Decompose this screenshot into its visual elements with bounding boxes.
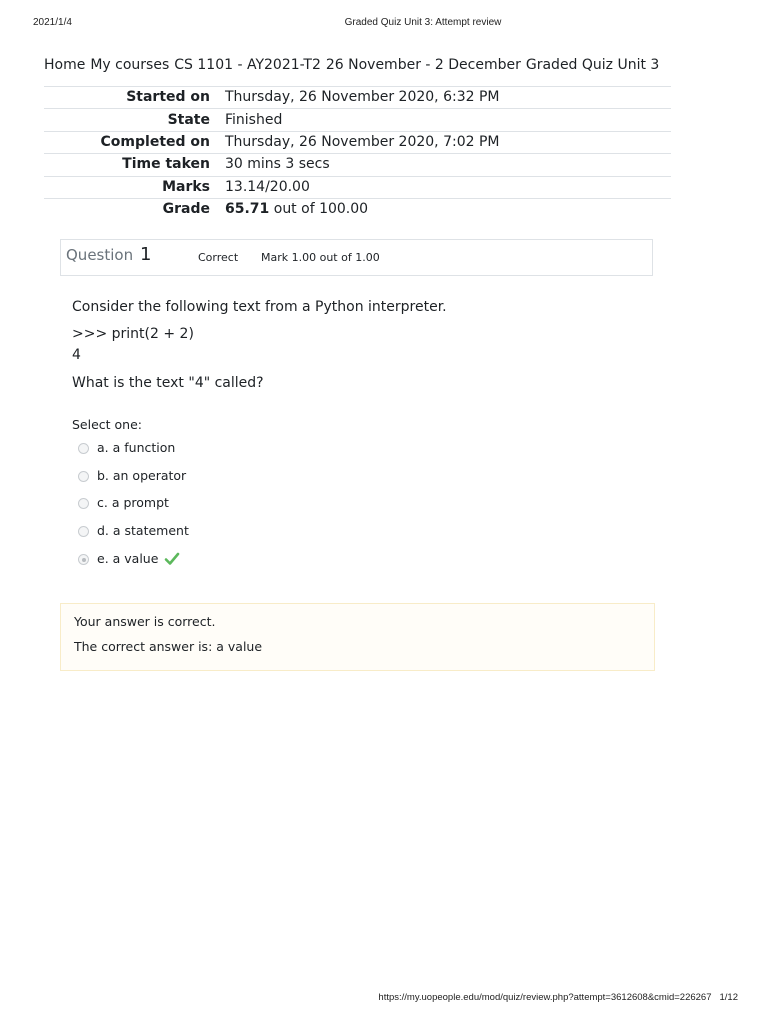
breadcrumb-course[interactable]: CS 1101 - AY2021-T2 [174,57,321,73]
question-mark: Mark 1.00 out of 1.00 [261,251,380,264]
radio-button[interactable] [78,526,89,537]
correct-check-icon [164,551,180,570]
radio-button[interactable] [78,471,89,482]
question-prompt-line: What is the text "4" called? [72,375,264,391]
print-header [0,17,768,31]
question-info-box [60,239,653,276]
attempt-summary-table [44,86,671,221]
feedback-general: Your answer is correct. [74,614,216,629]
marks-value: 13.14/20.00 [225,176,671,198]
state-value: Finished [225,109,671,131]
grade-score: 65.71 [225,201,270,218]
completed-on-label: Completed on [44,131,225,153]
state-label: State [44,109,225,131]
summary-row [44,154,671,176]
answer-option-c[interactable] [78,495,169,510]
answer-option-d[interactable] [78,523,189,538]
print-date: 2021/1/4 [33,17,72,28]
question-code-line: >>> print(2 + 2) [72,326,194,342]
select-one-label: Select one: [72,417,143,432]
summary-row [44,131,671,153]
question-output-line: 4 [72,347,81,363]
started-on-label: Started on [44,87,225,109]
radio-button[interactable] [78,443,89,454]
answer-label: d. a statement [97,523,189,538]
summary-row [44,87,671,109]
grade-value [225,198,671,220]
answer-label: a. a function [97,440,176,455]
answer-option-a[interactable] [78,440,175,455]
breadcrumb [44,57,664,73]
grade-label: Grade [44,198,225,220]
answer-label: e. a value [97,551,159,566]
radio-button-selected[interactable] [78,554,89,565]
answer-label: c. a prompt [97,495,169,510]
completed-on-value: Thursday, 26 November 2020, 7:02 PM [225,131,671,153]
question-state: Correct [198,251,239,264]
time-taken-value: 30 mins 3 secs [225,154,671,176]
print-footer [0,992,738,1003]
question-word: Question [66,246,134,264]
answer-label: b. an operator [97,468,187,483]
radio-button[interactable] [78,498,89,509]
page-number: 1/12 [719,992,738,1003]
answer-option-e[interactable] [78,551,180,570]
breadcrumb-week[interactable]: 26 November - 2 December [325,57,521,73]
question-number: 1 [140,244,152,265]
breadcrumb-home[interactable]: Home [44,57,86,73]
summary-row [44,109,671,131]
print-url: https://my.uopeople.edu/mod/quiz/review.php?attempt=3612608&cmid=226267 [378,992,712,1003]
question-text-line: Consider the following text from a Python interpreter. [72,299,447,315]
summary-row [44,176,671,198]
breadcrumb-quiz[interactable]: Graded Quiz Unit 3 [525,57,660,73]
print-title: Graded Quiz Unit 3: Attempt review [344,17,502,28]
grade-out-of: out of 100.00 [269,201,369,218]
answer-option-b[interactable] [78,468,186,483]
summary-row [44,198,671,220]
marks-label: Marks [44,176,225,198]
started-on-value: Thursday, 26 November 2020, 6:32 PM [225,87,671,109]
feedback-correct-answer: The correct answer is: a value [74,639,263,654]
breadcrumb-my-courses[interactable]: My courses [90,57,170,73]
time-taken-label: Time taken [44,154,225,176]
feedback-box [60,603,655,671]
